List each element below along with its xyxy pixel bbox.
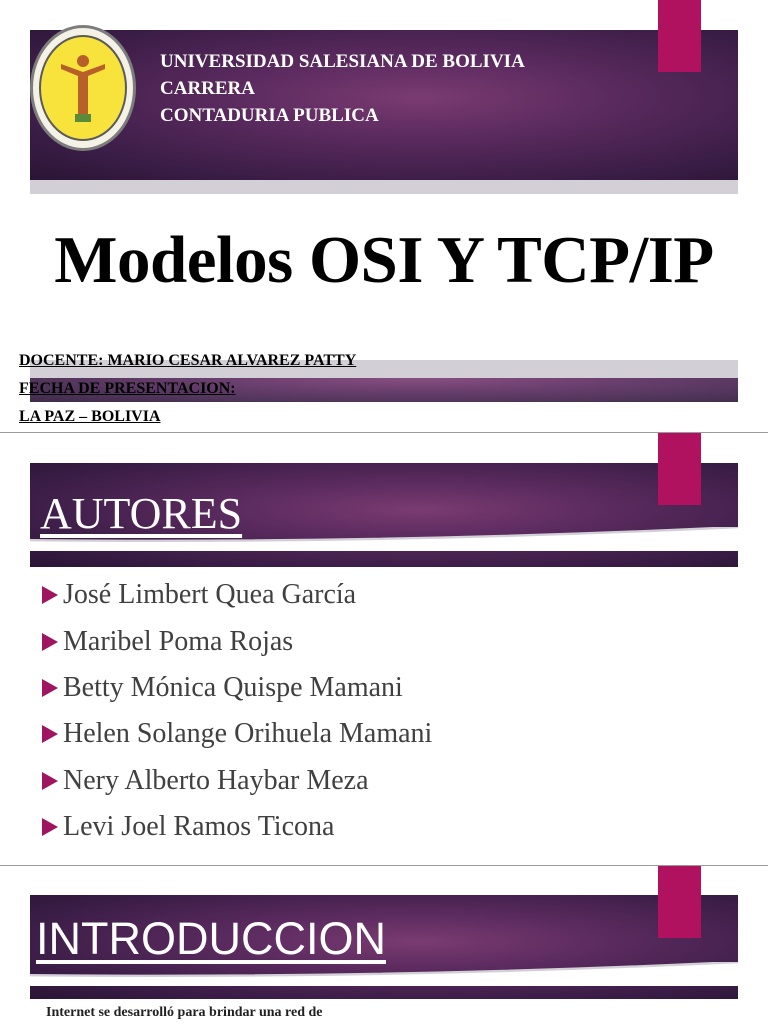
presentation-title: Modelos OSI Y TCP/IP [54, 223, 714, 297]
arrow-bullet-icon [42, 586, 58, 604]
fecha-line: FECHA DE PRESENTACION: [19, 380, 236, 397]
list-item [42, 758, 432, 804]
authors-list [42, 572, 432, 850]
university-name: UNIVERSIDAD SALESIANA DE BOLIVIA [160, 51, 525, 72]
intro-banner-curve [30, 962, 738, 986]
carrera-label: CARRERA [160, 78, 255, 99]
arrow-bullet-icon [42, 633, 58, 651]
author-name: Helen Solange Orihuela Mamani [63, 718, 433, 750]
arrow-bullet-icon [42, 679, 58, 697]
accent-tab [658, 866, 701, 938]
author-name: Betty Mónica Quispe Mamani [63, 671, 403, 703]
slide-separator [0, 865, 768, 866]
meta-info [19, 347, 356, 431]
christ-figure-icon [58, 48, 108, 128]
logo-emblem [39, 35, 127, 141]
lugar-line: LA PAZ – BOLIVIA [19, 408, 161, 425]
list-item [42, 572, 432, 618]
docente-line: DOCENTE: MARIO CESAR ALVAREZ PATTY [19, 352, 357, 369]
university-logo [30, 25, 136, 151]
header-strip [30, 180, 738, 194]
list-item [42, 711, 432, 757]
intro-paragraph: Internet se desarrolló para brindar una red de [46, 1005, 323, 1020]
header-text [160, 48, 525, 129]
author-name: Levi Joel Ramos Ticona [63, 811, 335, 843]
title-slide [0, 0, 768, 432]
author-name: José Limbert Quea García [63, 579, 357, 611]
accent-tab [658, 433, 701, 505]
author-name: Nery Alberto Haybar Meza [63, 764, 369, 796]
author-name: Maribel Poma Rojas [63, 625, 294, 657]
accent-tab [658, 0, 701, 72]
program-name: CONTADURIA PUBLICA [160, 105, 379, 126]
arrow-bullet-icon [42, 725, 58, 743]
list-item [42, 618, 432, 664]
list-item [42, 804, 432, 850]
arrow-bullet-icon [42, 818, 58, 836]
authors-heading: AUTORES [40, 489, 243, 538]
intro-heading: INTRODUCCION [36, 913, 386, 964]
arrow-bullet-icon [42, 772, 58, 790]
list-item [42, 665, 432, 711]
